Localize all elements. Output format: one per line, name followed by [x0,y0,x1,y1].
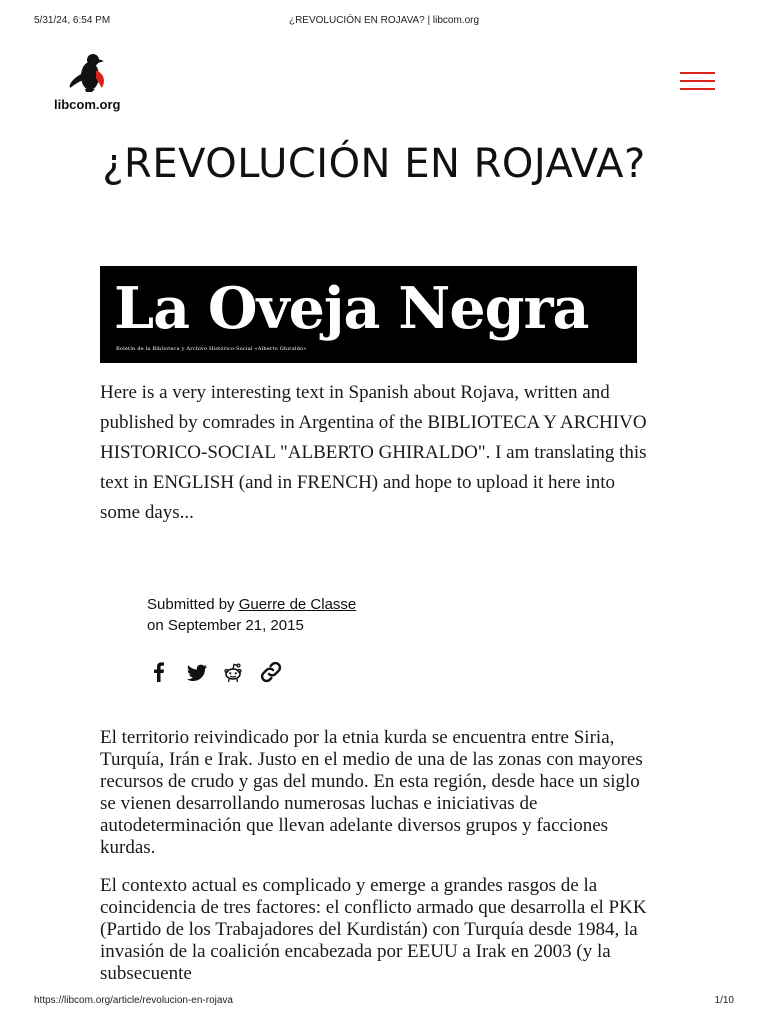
paragraph: El contexto actual es complicado y emerge a grandes rasgos de la coincidencia de tres factores: el conflicto armado que desarrolla el PKK (Partido de los Trabajadores del Kurdistán) con Turquía desde 1984, la invasión de la coalición encabezada por EEUU a Irak en 2003 (y la subsecuente [100,875,647,984]
menu-button[interactable] [680,70,716,92]
link-icon[interactable] [259,660,283,684]
site-name: libcom.org [54,97,121,112]
facebook-icon[interactable] [147,660,171,684]
menu-bar-icon [680,80,715,82]
article-meta [147,594,356,636]
menu-bar-icon [680,88,715,90]
print-header [0,15,768,29]
banner-title: La Oveja Negra [114,275,589,342]
article-title: ¿REVOLUCIÓN EN ROJAVA? [102,141,646,187]
twitter-icon[interactable] [185,660,209,684]
publish-date: on September 21, 2015 [147,617,304,634]
print-datetime: 5/31/24, 6:54 PM [34,15,111,26]
print-page-title: ¿REVOLUCIÓN EN ROJAVA? | libcom.org [288,15,480,26]
banner-subtitle: Boletín de la Biblioteca y Archivo Histórico-Social «Alberto Ghiraldo» [116,346,307,352]
penguin-logo-icon [64,52,114,92]
intro-text: Here is a very interesting text in Spanish about Rojava, written and published by comrades in Argentina of the BIBLIOTECA Y ARCHIVO HISTORICO-SOCIAL "ALBERTO GHIRALDO". I am translating this text in ENGLISH (and in FRENCH) and hope to upload it here into some days... [100,382,647,523]
paragraph: El territorio reivindicado por la etnia kurda se encuentra entre Siria, Turquía, Irán e Irak. Justo en el medio de una de las zonas con mayores recursos de crudo y gas del mundo. En esta región, desde hace un siglo se vienen desarrollando numerosas luchas e iniciativas de autodeterminación que llevan adelante diversos grupos y facciones kurdas. [100,727,643,858]
banner-image [100,266,637,363]
reddit-icon[interactable] [221,660,245,684]
print-url: https://libcom.org/article/revolucion-en-rojava [34,995,233,1006]
menu-bar-icon [680,72,715,74]
print-footer [0,995,768,1009]
print-page-number: 1/10 [714,995,734,1006]
author-link[interactable]: Guerre de Classe [238,596,357,613]
site-logo[interactable] [54,52,128,114]
submitted-by-label: Submitted by [147,596,235,613]
